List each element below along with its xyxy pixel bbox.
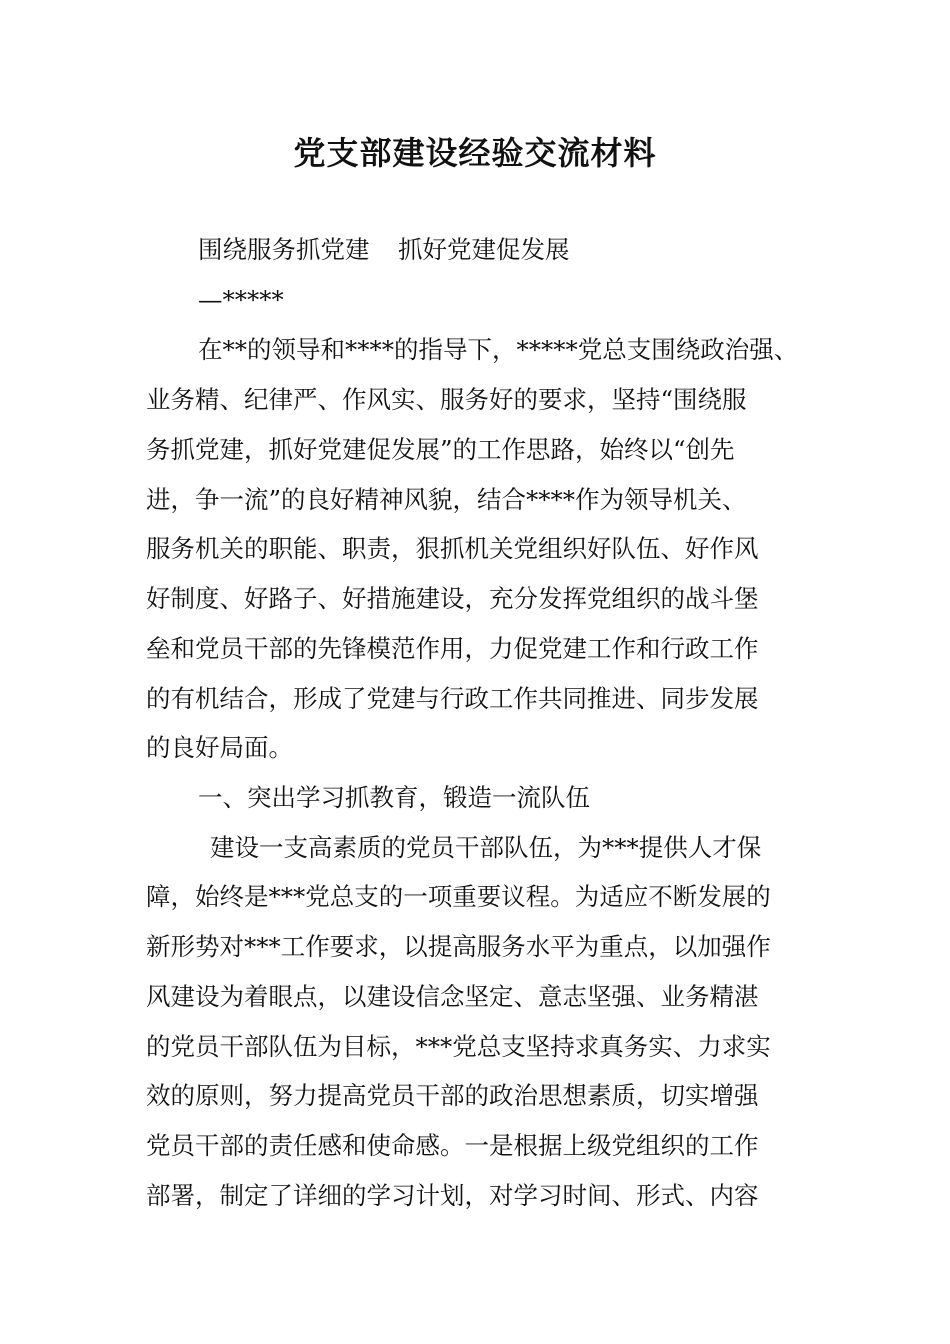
intro-line: 服务机关的职能、职责，狠抓机关党组织好队伍、好作风 xyxy=(146,534,759,563)
section-line: 效的原则，努力提高党员干部的政治思想素质，切实增强 xyxy=(146,1081,759,1110)
section-line: 新形势对***工作要求，以提高服务水平为重点，以加强作 xyxy=(146,932,771,961)
intro-line: 在**的领导和****的指导下，*****党总支围绕政治强、 xyxy=(198,335,799,364)
section-line: 风建设为着眼点，以建设信念坚定、意志坚强、业务精湛 xyxy=(146,982,759,1011)
intro-line: 的良好局面。 xyxy=(146,733,293,762)
section-line: 的党员干部队伍为目标，***党总支坚持求真务实、力求实 xyxy=(146,1032,771,1061)
subtitle-part-2: 抓好党建促发展 xyxy=(398,235,570,264)
intro-line: 进，争一流”的良好精神风貌，结合****作为领导机关、 xyxy=(146,485,747,514)
section-line: 党员干部的责任感和使命感。一是根据上级党组织的工作 xyxy=(146,1131,759,1160)
section-line: 部署，制定了详细的学习计划，对学习时间、形式、内容 xyxy=(146,1181,759,1210)
section-line: 建设一支高素质的党员干部队伍，为***提供人才保 xyxy=(210,833,762,862)
author-line: —***** xyxy=(198,285,284,314)
intro-line: 好制度、好路子、好措施建设，充分发挥党组织的战斗堡 xyxy=(146,584,759,613)
section-line: 障，始终是***党总支的一项重要议程。为适应不断发展的 xyxy=(146,882,771,911)
section-heading: 一、突出学习抓教育，锻造一流队伍 xyxy=(198,783,590,812)
subtitle-part-1: 围绕服务抓党建 xyxy=(198,235,370,264)
document-title: 党支部建设经验交流材料 xyxy=(293,134,657,172)
intro-line: 务抓党建，抓好党建促发展”的工作思路，始终以“创先 xyxy=(146,435,735,464)
intro-line: 垒和党员干部的先锋模范作用，力促党建工作和行政工作 xyxy=(146,634,759,663)
intro-line: 的有机结合，形成了党建与行政工作共同推进、同步发展 xyxy=(146,684,759,713)
intro-line: 业务精、纪律严、作风实、服务好的要求，坚持“围绕服 xyxy=(146,385,747,414)
